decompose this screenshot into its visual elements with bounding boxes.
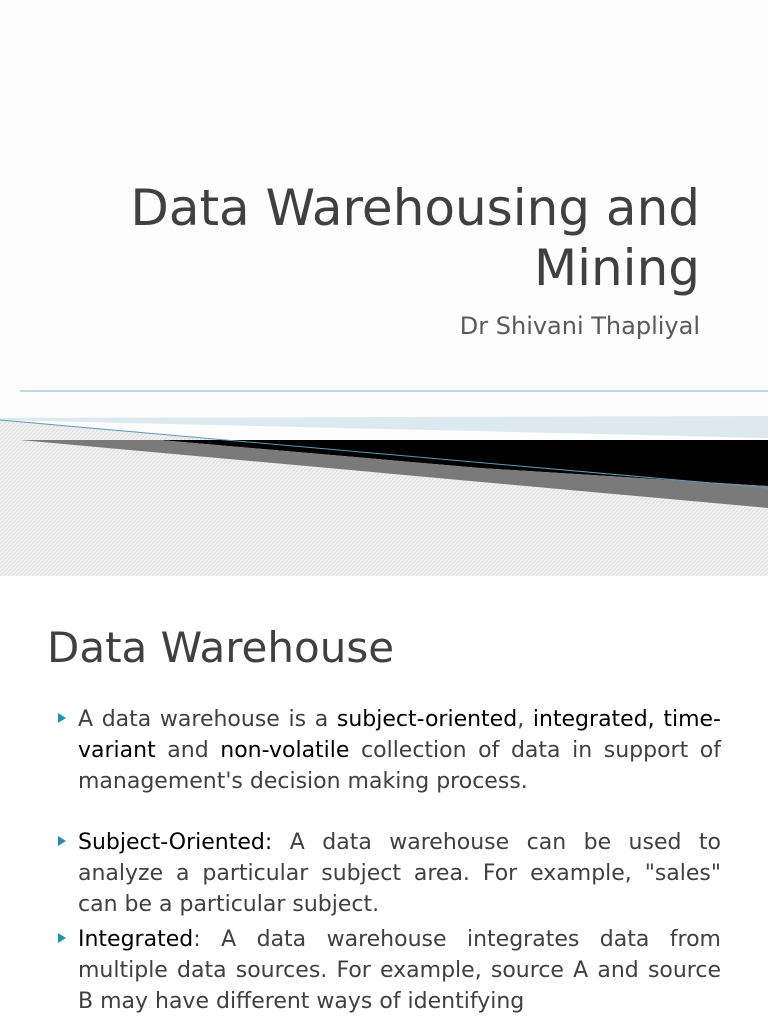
triangle-bullet-icon [58, 836, 66, 846]
list-item: A data warehouse is a subject-oriented, integrated, time-variant and non-volatile collection of data in support of management's decision making process. [56, 704, 721, 797]
bullet-term: Subject-Oriented: [78, 830, 273, 855]
slide-title [60, 178, 700, 298]
bullet-list [56, 704, 721, 1024]
slide-subtitle: Dr Shivani Thapliyal [459, 312, 700, 340]
title-line-2: Mining [533, 239, 700, 297]
keyword: time-variant [78, 707, 721, 763]
decorative-band [0, 380, 768, 576]
list-item [56, 924, 721, 1017]
bullet-term: Integrated [78, 927, 194, 952]
triangle-bullet-icon [58, 713, 66, 723]
bullet-text: : A data warehouse integrates data from multiple data sources. For example, source A and source B may have different ways of identifying [78, 927, 721, 1014]
bullet-text: A data warehouse can be used to analyze a particular subject area. For example, "sales" can be a particular subject. [78, 830, 721, 917]
content-slide [0, 576, 768, 1024]
slide-heading: Data Warehouse [47, 623, 395, 672]
triangle-bullet-icon [58, 933, 66, 943]
list-item [56, 827, 721, 920]
title-line-1: Data Warehousing and [130, 179, 700, 237]
keyword: integrated, [532, 707, 655, 732]
keyword: subject-oriented [336, 707, 518, 732]
keyword: non-volatile [220, 738, 350, 763]
